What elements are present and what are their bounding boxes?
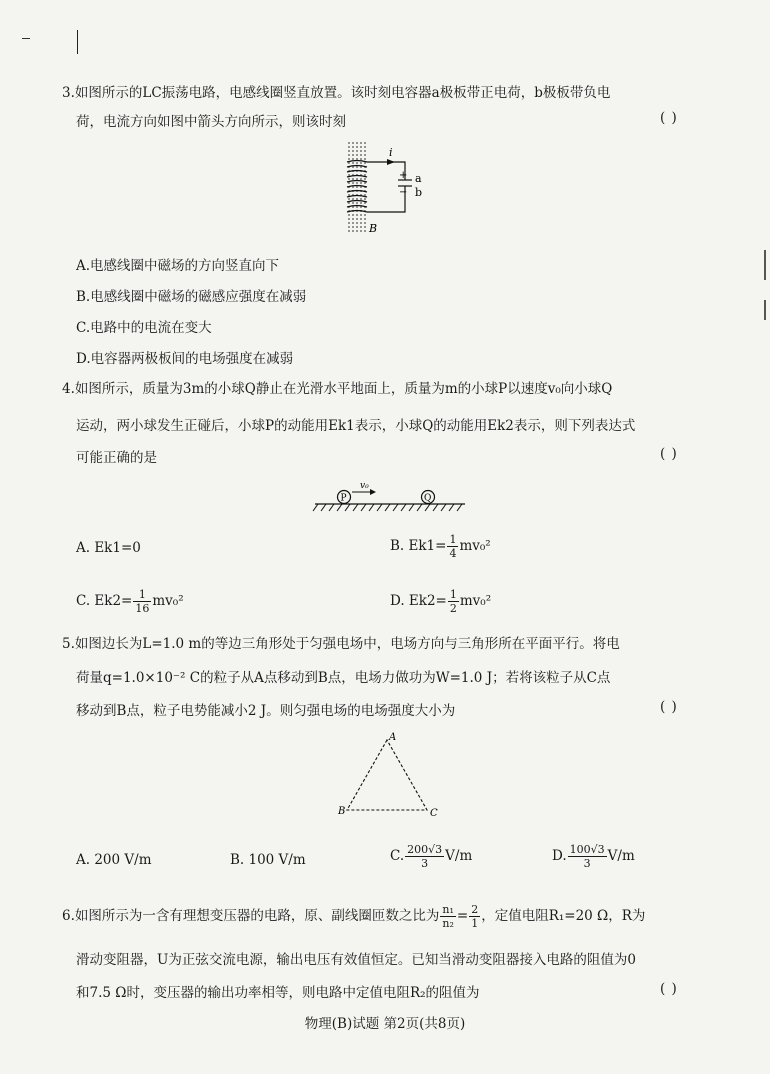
option-suffix: V/m [445,848,473,864]
q4-option-c [76,588,184,615]
collision-figure [310,478,470,514]
triangle-figure [330,728,450,824]
option-suffix: mv₀² [459,538,491,554]
vertex-a-label: A [389,732,397,743]
q3-option-b: B.电感线圈中磁场的磁感应强度在减弱 [76,289,307,305]
fraction [405,843,444,870]
fraction [448,588,459,615]
q5-answer-paren: ( ) [660,699,678,715]
q5-option-c [390,843,472,870]
q3-option-c: C.电路中的电流在变大 [76,320,212,336]
option-suffix: mv₀² [459,593,492,609]
q5-option-d [552,843,635,870]
numerator: 1 [133,588,151,602]
q3-option-d: D.电容器两极板间的电场强度在减弱 [76,351,294,367]
q3-answer-paren: ( ) [660,110,678,126]
velocity-label: v₀ [360,481,369,491]
ratio-value-fraction [469,903,480,930]
vertex-c-label: C [430,808,438,819]
option-prefix: C. [390,848,405,864]
q5-stem-line1: 5.如图边长为L=1.0 m的等边三角形处于匀强电场中，电场方向与三角形所在平面平行。将电 [62,636,620,652]
q5-stem-line2: 荷量q=1.0×10⁻² C的粒子从A点移动到B点，电场力做功为W=1.0 J；若将该粒子从C点 [76,670,611,686]
q6-stem-text: 6.如图所示为一含有理想变压器的电路，原、副线圈匝数之比为 [62,908,440,924]
q6-stem-line3: 和7.5 Ω时，变压器的输出功率相等，则电路中定值电阻R₂的阻值为 [76,985,480,1001]
denominator: 3 [421,857,429,870]
denominator: 3 [583,857,591,870]
q4-option-b [390,533,491,560]
velocity-arrow-icon [370,489,376,495]
scan-mark [22,38,30,39]
fraction [447,533,458,560]
denominator: 2 [449,602,457,615]
q6-stem-text-tail: ，定值电阻R₁=20 Ω，R为 [481,908,646,924]
numerator: 1 [449,588,457,601]
plus-sign: + [399,170,408,181]
q4-option-d [390,588,491,615]
q4-stem-line2: 运动，两小球发生正碰后，小球P的动能用Ek1表示，小球Q的动能用Ek2表示，则下列表达式 [76,418,636,434]
option-prefix: D. Ek2= [390,593,447,609]
current-label: i [389,146,393,159]
scan-edge [764,300,766,320]
q6-stem-line2: 滑动变阻器，U为正弦交流电源，输出电压有效值恒定。已知当滑动变阻器接入电路的阻值为0 [76,952,636,968]
q6-answer-paren: ( ) [660,981,678,997]
scan-mark [77,30,78,54]
plate-b-label: b [415,186,423,199]
numerator: 100√3 [569,843,605,856]
ball-q-label: Q [424,493,432,504]
triangle [347,740,427,810]
vertex-b-label: B [338,806,346,817]
denominator: 16 [135,602,150,615]
q4-stem-line3: 可能正确的是 [76,450,157,466]
fraction [133,588,151,615]
field-lines [349,142,365,232]
lc-circuit-figure [335,140,445,240]
q5-option-b: B. 100 V/m [230,852,306,868]
numerator: 200√3 [407,843,443,856]
option-prefix: D. [552,848,567,864]
numerator: 1 [449,533,457,546]
denominator: 1 [471,917,479,930]
q5-stem-line3: 移动到B点，粒子电势能减小2 J。则匀强电场的电场强度大小为 [76,703,456,719]
scan-edge [764,250,766,280]
ball-p-label: P [340,493,347,504]
q6-stem-line1 [62,903,645,930]
q3-stem-line1: 3.如图所示的LC振荡电路，电感线圈竖直放置。该时刻电容器a极板带正电荷，b极板带负电 [62,85,611,101]
equals-sign: = [456,908,469,924]
current-arrow-icon [387,159,395,165]
q4-answer-paren: ( ) [660,446,678,462]
q4-option-a: A. Ek1=0 [76,540,141,556]
option-prefix: C. Ek2= [76,593,133,609]
q3-option-a: A.电感线圈中磁场的方向竖直向下 [76,258,280,274]
denominator: n₂ [442,917,454,930]
q5-option-a: A. 200 V/m [76,852,152,868]
q4-stem-line1: 4.如图所示，质量为3m的小球Q静止在光滑水平地面上，质量为m的小球P以速度v₀向小球Q [62,381,613,397]
q3-stem-line2: 荷，电流方向如图中箭头方向所示，则该时刻 [76,114,346,130]
numerator: 2 [471,903,479,916]
field-label: B [369,222,378,235]
plate-a-label: a [415,172,422,185]
ground-hatching [313,504,462,511]
option-suffix: mv₀² [152,593,184,609]
turns-ratio-fraction [440,903,456,930]
denominator: 4 [449,547,457,560]
fraction [568,843,607,870]
minus-sign: − [399,187,408,198]
option-prefix: B. Ek1= [390,538,447,554]
numerator: n₁ [442,903,454,916]
option-suffix: V/m [607,848,635,864]
page-footer: 物理(B)试题 第2页(共8页) [304,1016,466,1032]
